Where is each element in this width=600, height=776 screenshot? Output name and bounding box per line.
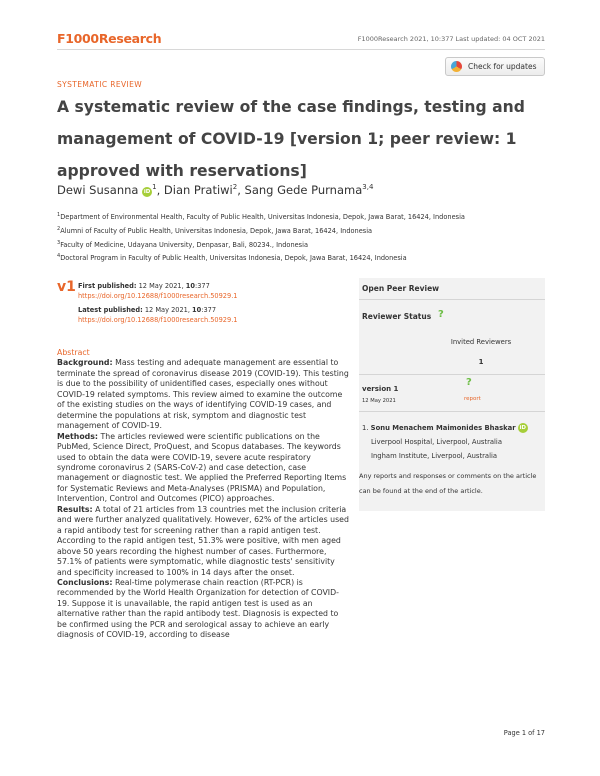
abstract-methods: Methods: The articles reviewed were scientific publications on the PubMed, Science Direct, ProQuest, and Scopus databases. The keywords used to obtain the data were COVID-19, severe acute respiratory syndrome coronavirus 2 (SARS-CoV-2) and case detection, case management or diagnostic test. We applied the Preferred Reporting Items for Systematic Reviews and Meta-Analyses (PRISMA) and Population, Intervention, Control and Outcomes (PICO) approaches. (57, 431, 347, 504)
page-number: Page 1 of 17 (503, 729, 545, 737)
header-divider (57, 49, 545, 50)
orcid-icon[interactable]: iD (143, 189, 151, 195)
journal-logo: F1000Research (57, 31, 162, 46)
first-published-doi-link[interactable]: https://doi.org/10.12688/f1000research.50929.1 (78, 292, 238, 300)
open-peer-review-title: Open Peer Review (362, 284, 440, 293)
crossmark-icon (451, 61, 462, 72)
version-badge: v1 (57, 279, 76, 295)
author-name[interactable]: Dewi Susanna (57, 183, 139, 197)
author-name[interactable]: Dian Pratiwi (163, 183, 233, 197)
check-for-updates-label: Check for updates (468, 62, 537, 71)
latest-published-block: Latest published: 12 May 2021, 10:377 https://doi.org/10.12688/f1000research.50929.1 (78, 306, 238, 324)
version-date: 12 May 2021 (362, 398, 396, 404)
latest-published-doi-link[interactable]: https://doi.org/10.12688/f1000research.50929.1 (78, 316, 238, 324)
first-published-block: First published: 12 May 2021, 10:377 https://doi.org/10.12688/f1000research.50929.1 (78, 282, 238, 300)
affiliation-item: $^1$Department of Environmental Health, Faculty of Public Health, Universitas Indonesia, Depok, Jawa Barat, 16424, Indonesia (57, 212, 465, 222)
author-name[interactable]: Sang Gede Purnama (244, 183, 363, 197)
invited-reviewer-number: 1 (478, 358, 484, 366)
orcid-icon[interactable]: iD (519, 425, 526, 431)
affiliation-item: $^3$Faculty of Medicine, Udayana University, Denpasar, Bali, 80234., Indonesia (57, 239, 308, 249)
invited-reviewers-label: Invited Reviewers (450, 338, 512, 346)
reviewer-affiliation: Liverpool Hospital, Liverpool, Australia (371, 438, 502, 446)
check-for-updates-button[interactable] (445, 57, 545, 76)
version-label: version 1 (362, 385, 399, 393)
abstract-heading: Abstract (57, 348, 90, 357)
abstract-results: Results: A total of 21 articles from 13 countries met the inclusion criteria and were further analyzed qualitatively. However, 62% of the articles used a rapid antibody test for screening rather than a rapid antigen test. According to the rapid antigen test, 51.3% were positive, with men aged above 50 years recording the highest number of cases. Furthermore, 57.1% of patients were symptomatic, while diagnostic tests' sensitivity and specificity increased to 100% in 14 days after the onset. (57, 504, 349, 577)
author-list: Dewi Susanna $iD^1$, Dian Pratiwi$^2$, Sang Gede Purnama$^{3,4}$ (57, 183, 374, 197)
approved-with-reservations-icon: ? (466, 377, 472, 388)
panel-divider (359, 411, 545, 412)
panel-divider (359, 299, 545, 300)
affiliation-list (57, 210, 465, 265)
reviewer-entry: 1. Sonu Menachem Maimonides Bhaskar iD Liverpool Hospital, Liverpool, Australia Ingham Institute, Liverpool, Australia (362, 421, 528, 463)
reviewer-name[interactable]: Sonu Menachem Maimonides Bhaskar (370, 424, 516, 432)
abstract-conclusions: Conclusions: Real-time polymerase chain reaction (RT-PCR) is recommended by the World Health Organization for detection of COVID-19. Suppose it is unavailable, the rapid antigen test is used as an alternative rather than the rapid antibody test. Diagnosis is expected to be confirmed using the PCR and serological assay to achieve an early diagnosis of COVID-19, according to disease (57, 577, 339, 640)
report-link[interactable]: report (464, 396, 481, 402)
header-citation: F1000Research 2021, 10:377 Last updated: 04 OCT 2021 (357, 35, 545, 43)
peer-review-note: Any reports and responses or comments on the article can be found at the end of the article. (359, 472, 537, 495)
article-type-label: SYSTEMATIC REVIEW (57, 80, 143, 89)
affiliation-item: $^4$Doctoral Program in Faculty of Public Health, Universitas Indonesia, Depok, Jawa Barat, 16424, Indonesia (57, 253, 407, 263)
reviewer-status-question-icon: ? (438, 309, 444, 320)
panel-divider (359, 374, 545, 375)
abstract-section (57, 348, 349, 641)
reviewer-affiliation: Ingham Institute, Liverpool, Australia (371, 452, 498, 460)
reviewer-status-label: Reviewer Status (362, 312, 432, 321)
abstract-background: Background: Mass testing and adequate management are essential to terminate the spread of coronavirus disease 2019 (COVID-19). This testing is due to the possibility of unidentified cases, especially ones without COVID-19 related symptoms. This review aimed to examine the outcome of the existing studies on the ways of identifying COVID-19 cases, and determine the populations at risk, symptom and diagnostic test management of COVID-19. (57, 358, 349, 431)
article-title: A systematic review of the case findings, testing and management of COVID-19 [version 1; peer review: 1 approved with reservations] (57, 98, 525, 180)
affiliation-item: $^2$Alumni of Faculty of Public Health, Universitas Indonesia, Depok, Jawa Barat, 16424, Indonesia (57, 225, 373, 235)
